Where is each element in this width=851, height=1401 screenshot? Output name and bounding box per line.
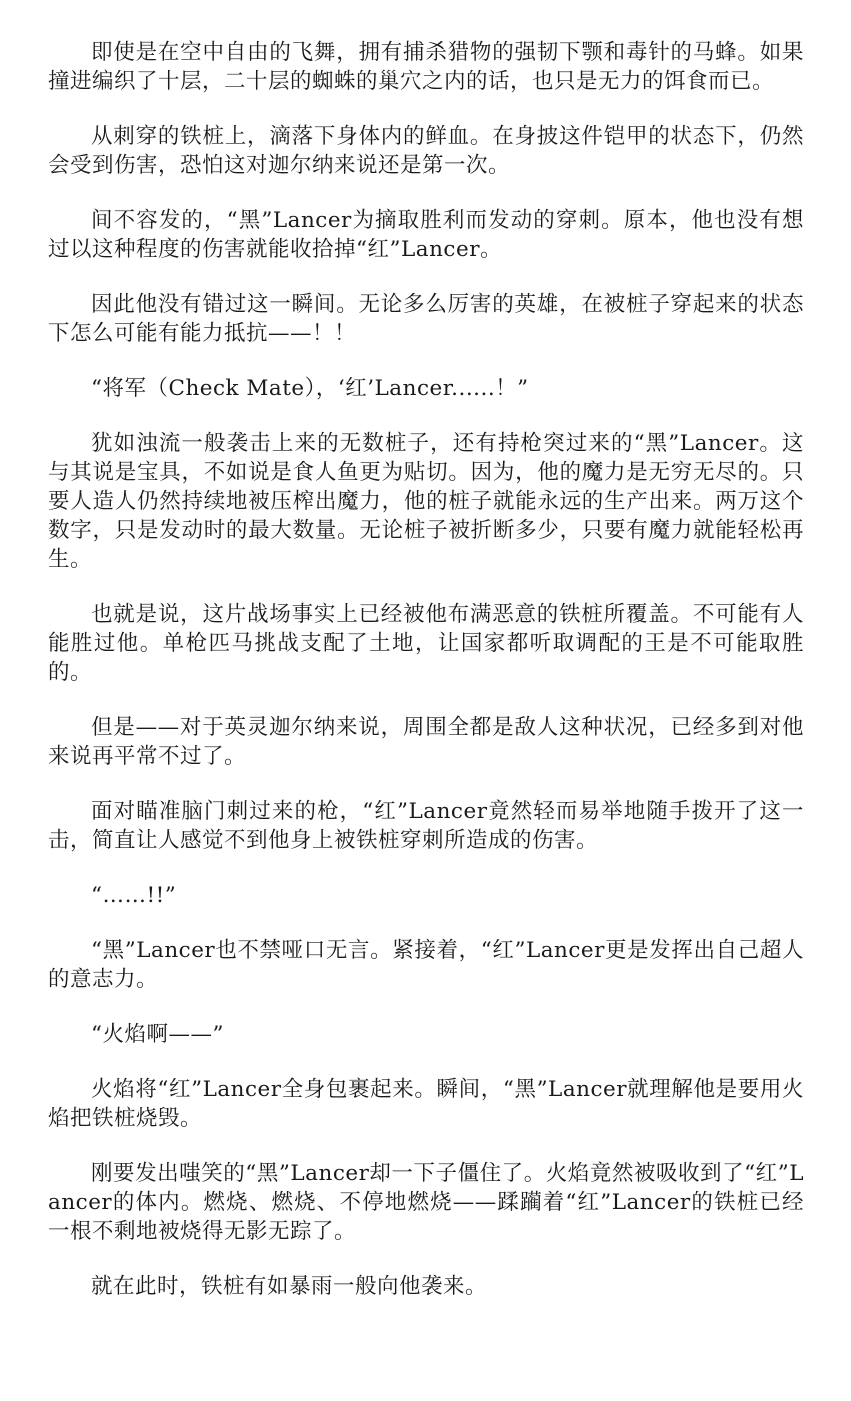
paragraph: “黑”Lancer也不禁哑口无言。紧接着，“红”Lancer更是发挥出自己超人的意志力。 xyxy=(48,938,804,992)
dialogue-line: “……!!” xyxy=(91,883,177,908)
paragraph: 就在此时，铁桩有如暴雨一般向他袭来。 xyxy=(91,1274,488,1299)
paragraph: 也就是说，这片战场事实上已经被他布满恶意的铁桩所覆盖。不可能有人能胜过他。单枪匹马挑战支配了土地，让国家都听取调配的王是不可能取胜的。 xyxy=(48,602,804,685)
paragraph: 但是——对于英灵迦尔纳来说，周围全都是敌人这种状况，已经多到对他来说再平常不过了。 xyxy=(48,715,804,769)
novel-page xyxy=(48,38,804,1327)
paragraph: 间不容发的，“黑”Lancer为摘取胜利而发动的穿刺。原本，他也没有想过以这种程度的伤害就能收拾掉“红”Lancer。 xyxy=(48,208,804,262)
paragraph: 因此他没有错过这一瞬间。无论多么厉害的英雄，在被桩子穿起来的状态下怎么可能有能力抵抗——！！ xyxy=(48,292,804,346)
paragraph: 火焰将“红”Lancer全身包裹起来。瞬间，“黑”Lancer就理解他是要用火焰把铁桩烧毁。 xyxy=(48,1077,804,1131)
dialogue-line: “将军（Check Mate），‘红’Lancer......！” xyxy=(91,376,529,401)
paragraph: 即使是在空中自由的飞舞，拥有捕杀猎物的强韧下颚和毒针的马蜂。如果撞进编织了十层，二十层的蜘蛛的巢穴之内的话，也只是无力的饵食而已。 xyxy=(48,40,804,94)
paragraph: 面对瞄准脑门刺过来的枪，“红”Lancer竟然轻而易举地随手拨开了这一击，简直让人感觉不到他身上被铁桩穿刺所造成的伤害。 xyxy=(48,799,804,853)
paragraph: 犹如浊流一般袭击上来的无数桩子，还有持枪突过来的“黑”Lancer。这与其说是宝具，不如说是食人鱼更为贴切。因为，他的魔力是无穷无尽的。只要人造人仍然持续地被压榨出魔力，他的桩子就能永远的生产出来。两万这个数字，只是发动时的最大数量。无论桩子被折断多少，只要有魔力就能轻松再生。 xyxy=(48,431,804,572)
paragraph: 从刺穿的铁桩上，滴落下身体内的鲜血。在身披这件铠甲的状态下，仍然会受到伤害，恐怕这对迦尔纳来说还是第一次。 xyxy=(48,124,804,178)
paragraph: 刚要发出嗤笑的“黑”Lancer却一下子僵住了。火焰竟然被吸收到了“红”Lancer的体内。燃烧、燃烧、不停地燃烧——蹂躏着“红”Lancer的铁桩已经一根不剩地被烧得无影无踪了。 xyxy=(48,1161,804,1244)
dialogue-line: “火焰啊——” xyxy=(91,1022,224,1047)
